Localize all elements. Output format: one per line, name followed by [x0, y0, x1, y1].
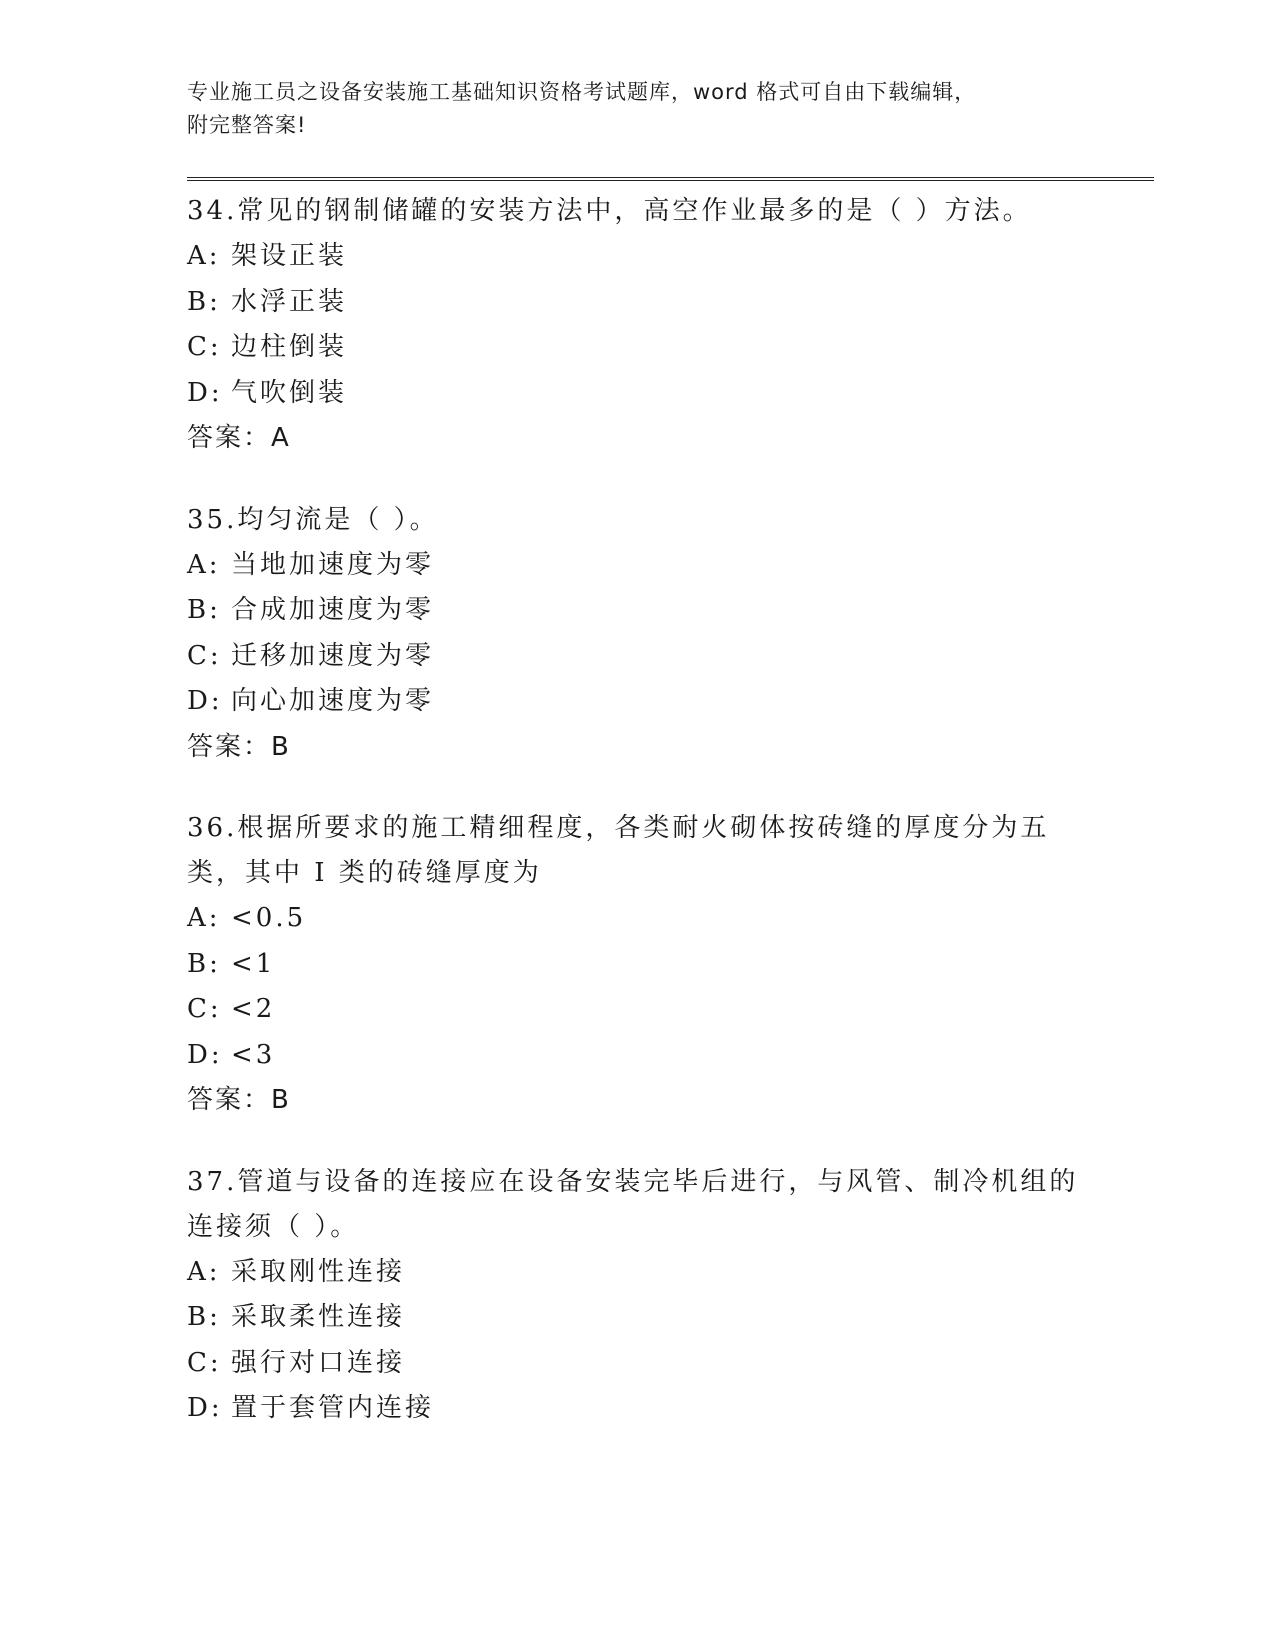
- option-text: 水浮正装: [231, 286, 348, 317]
- question-stem: 37.管道与设备的连接应在设备安装完毕后进行，与风管、制冷机组的连接须（ ）。: [187, 1166, 1079, 1242]
- option-letter: C:: [187, 994, 222, 1024]
- option-text: <3: [231, 1039, 276, 1070]
- header-title-line-1: 专业施工员之设备安装施工基础知识资格考试题库，word 格式可自由下载编辑，: [187, 80, 977, 104]
- option-letter: D:: [187, 686, 223, 716]
- question-stem: 36.根据所要求的施工精细程度，各类耐火砌体按砖缝的厚度分为五类，其中 I 类的砖缝厚度为: [187, 813, 1050, 888]
- option-letter: D:: [187, 1393, 223, 1423]
- option-text: 气吹倒装: [231, 377, 348, 408]
- option-letter: D:: [187, 1039, 223, 1070]
- option-c: [187, 987, 1087, 1033]
- option-letter: A:: [187, 903, 221, 933]
- option-text: <2: [231, 994, 276, 1024]
- answer-line: 答案：B: [187, 1085, 291, 1115]
- option-d: [187, 1033, 1087, 1079]
- option-a: [187, 1250, 1087, 1296]
- option-letter: A:: [187, 549, 221, 580]
- option-a: [187, 234, 1087, 280]
- header-title-line-2: 附完整答案!: [187, 113, 307, 137]
- option-b: [187, 280, 1087, 326]
- option-c: [187, 1341, 1087, 1387]
- option-letter: C:: [187, 1347, 222, 1378]
- option-letter: A:: [187, 241, 221, 271]
- option-b: [187, 942, 1087, 988]
- option-d: [187, 679, 1087, 725]
- question-37: [187, 1160, 1087, 1432]
- question-list: [187, 189, 1087, 1468]
- option-text: 强行对口连接: [231, 1347, 406, 1378]
- question-34: [187, 189, 1087, 462]
- option-c: [187, 634, 1087, 680]
- option-letter: B:: [187, 595, 221, 625]
- question-stem: 34.常见的钢制储罐的安装方法中，高空作业最多的是（ ）方法。: [187, 196, 1032, 226]
- option-text: 采取刚性连接: [231, 1256, 406, 1287]
- option-text: 迁移加速度为零: [231, 640, 435, 671]
- option-letter: D:: [187, 377, 223, 408]
- option-d: [187, 371, 1087, 417]
- option-b: [187, 588, 1087, 634]
- question-35: [187, 498, 1087, 771]
- option-letter: C:: [187, 640, 222, 671]
- option-text: 边柱倒装: [231, 332, 348, 362]
- option-b: [187, 1295, 1087, 1341]
- question-36: [187, 806, 1087, 1124]
- option-text: 置于套管内连接: [231, 1393, 435, 1423]
- answer-line: 答案：A: [187, 423, 291, 453]
- document-header: [187, 76, 1067, 142]
- option-c: [187, 325, 1087, 371]
- option-d: [187, 1386, 1087, 1432]
- option-letter: A:: [187, 1256, 221, 1287]
- option-letter: B:: [187, 286, 221, 317]
- option-a: [187, 543, 1087, 589]
- option-text: 当地加速度为零: [231, 549, 435, 580]
- option-text: 采取柔性连接: [231, 1302, 406, 1332]
- option-text: 向心加速度为零: [231, 686, 435, 716]
- option-letter: B:: [187, 1302, 221, 1332]
- option-text: <1: [231, 948, 276, 979]
- option-text: <0.5: [231, 903, 307, 933]
- question-stem: 35.均匀流是（ ）。: [187, 504, 439, 535]
- option-text: 合成加速度为零: [231, 595, 435, 625]
- header-divider: [187, 177, 1154, 181]
- option-a: [187, 896, 1087, 942]
- option-letter: B:: [187, 948, 221, 979]
- option-letter: C:: [187, 332, 222, 362]
- option-text: 架设正装: [231, 241, 348, 271]
- answer-line: 答案：B: [187, 731, 291, 762]
